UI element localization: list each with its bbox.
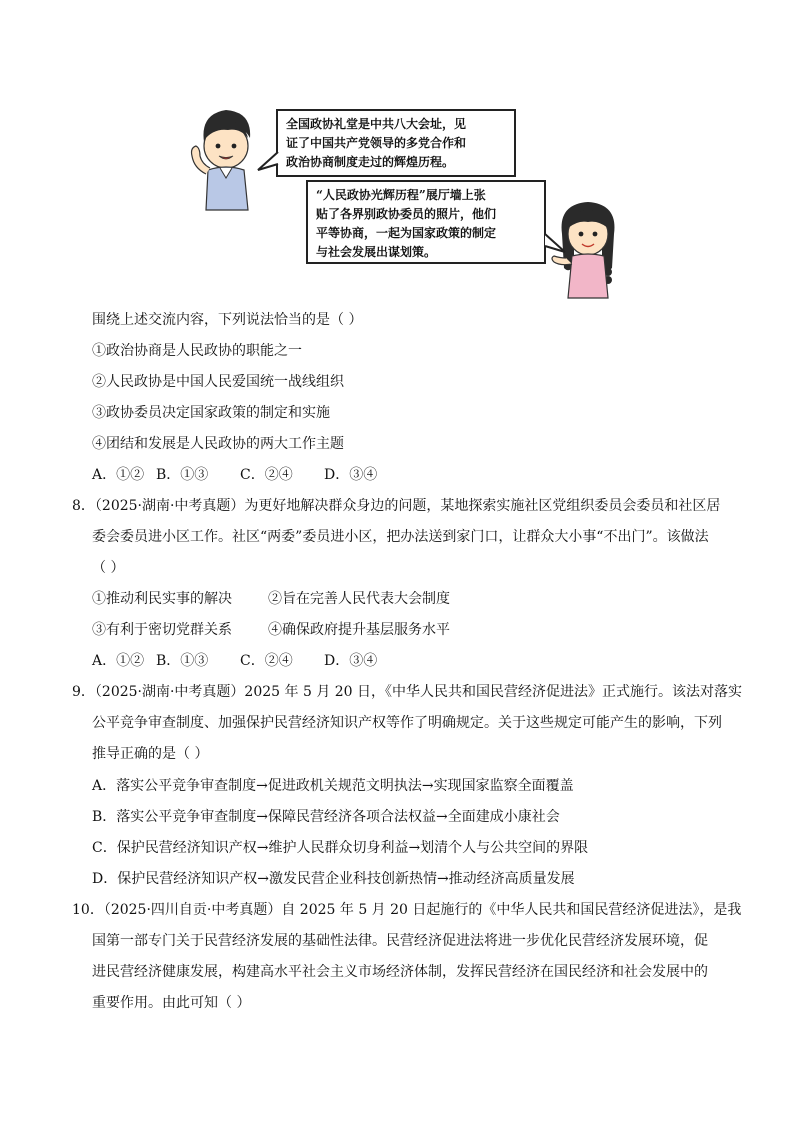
q10-stem-line: 进民营经济健康发展，构建高水平社会主义市场经济体制，发挥民营经济在国民经济和社会发展中的 [92,964,708,980]
speech-bubble-left [276,109,516,177]
q8-item: ③有利于密切党群关系 [92,622,232,638]
bubble-right-tail [543,232,567,256]
q9-stem-line: 9．（2025·湖南·中考真题）2025 年 5 月 20 日，《中华人民共和国民营经济促进法》正式施行。该法对落实 [72,684,743,700]
q8-choice-a: A．①② [92,653,145,669]
q8-item: ②旨在完善人民代表大会制度 [268,591,450,607]
bubble-left-tail [256,150,280,174]
speech-bubble-right [306,180,546,264]
q8-choice-d: D．③④ [324,653,378,669]
q9-option-c: C．保护民营经济知识产权→维护人民群众切身利益→划清个人与公共空间的界限 [92,840,589,856]
bubble-left-line: 全国政协礼堂是中共八大会址，见 [286,117,467,131]
q7-stem: 围绕上述交流内容，下列说法恰当的是（ ） [92,312,363,328]
q7-choice-a: A．①② [92,467,145,483]
q9-stem-line: 公平竞争审查制度、加强保护民营经济知识产权等作了明确规定。关于这些规定可能产生的影响，下列 [92,715,722,731]
bubble-left-line: 证了中国共产党领导的多党合作和 [286,136,467,150]
q9-option-d: D．保护民营经济知识产权→激发民营企业科技创新热情→推动经济高质量发展 [92,871,575,887]
q8-stem-line: 委会委员进小区工作。社区“两委”委员进小区，把办法送到家门口，让群众大小事“不出门”。该做法 [92,529,709,545]
q8-item: ④确保政府提升基层服务水平 [268,622,450,638]
q9-stem-line: 推导正确的是（ ） [92,746,209,762]
boy-illustration [186,104,266,216]
q8-item: ①推动利民实事的解决 [92,591,232,607]
bubble-right-line: 与社会发展出谋划策。 [316,245,437,259]
q8-stem-line: （ ） [92,560,125,576]
bubble-left-line: 政治协商制度走过的辉煌历程。 [286,155,455,169]
bubble-right-line: 贴了各界别政协委员的照片，他们 [316,207,497,221]
q7-item: ①政治协商是人民政协的职能之一 [92,343,302,359]
q9-option-a: A．落实公平竞争审查制度→促进政机关规范文明执法→实现国家监察全面覆盖 [92,778,574,794]
bubble-right-line: 平等协商，一起为国家政策的制定 [316,226,497,240]
q7-item: ②人民政协是中国人民爱国统一战线组织 [92,374,344,390]
q7-choice-b: B．①③ [156,467,209,483]
q10-stem-line: 10．（2025·四川自贡·中考真题）自 2025 年 5 月 20 日起施行的《中华人民共和国民营经济促进法》，是我 [72,902,742,918]
q7-choice-d: D．③④ [324,467,378,483]
q10-stem-line: 国第一部专门关于民营经济发展的基础性法律。民营经济促进法将进一步优化民营经济发展环境，促 [92,933,708,949]
q7-item: ④团结和发展是人民政协的两大工作主题 [92,436,344,452]
q7-choice-c: C．②④ [240,467,293,483]
q8-stem-line: 8．（2025·湖南·中考真题）为更好地解决群众身边的问题，某地探索实施社区党组织委员会委员和社区居 [72,498,721,514]
q10-stem-line: 重要作用。由此可知（ ） [92,995,251,1011]
q9-option-b: B．落实公平竞争审查制度→保障民营经济各项合法权益→全面建成小康社会 [92,809,560,825]
bubble-right-line: “人民政协光辉历程”展厅墙上张 [316,188,486,202]
q7-item: ③政协委员决定国家政策的制定和实施 [92,405,330,421]
q8-choice-c: C．②④ [240,653,293,669]
q8-choice-b: B．①③ [156,653,209,669]
